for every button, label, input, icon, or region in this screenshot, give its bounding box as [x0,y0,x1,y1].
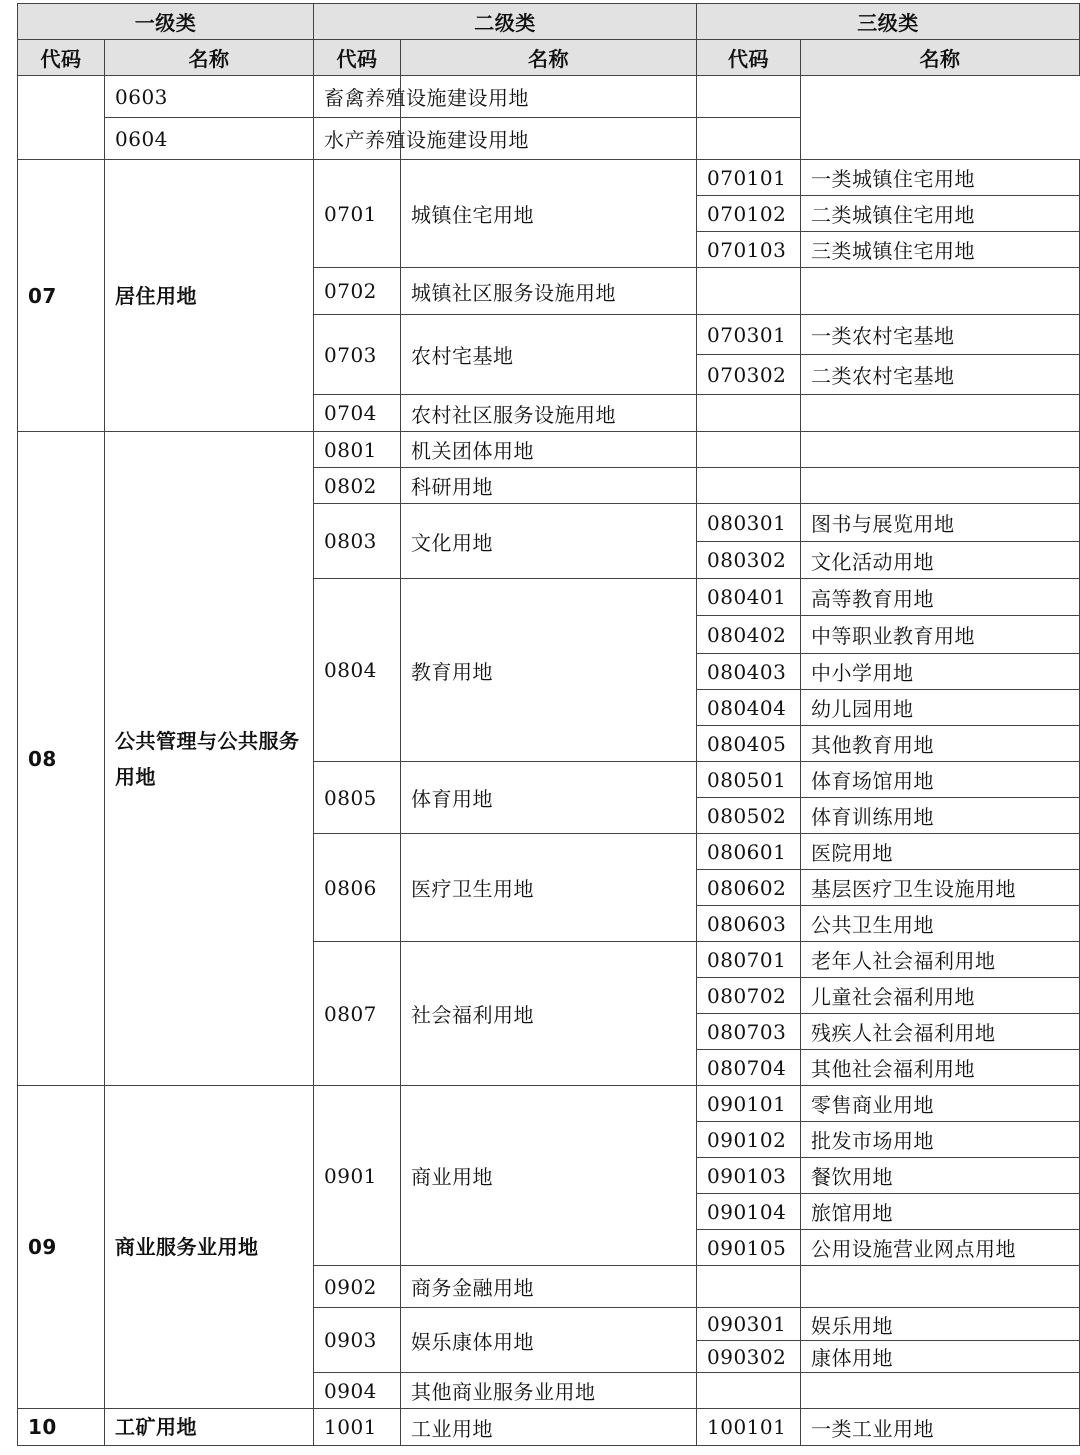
header-group-row [18,4,1080,40]
cell-level2-name: 工业用地 [401,1409,697,1446]
cell-level3-code: 070103 [697,232,801,268]
cell-level3-code: 090103 [697,1158,801,1194]
cell-level3-code: 080602 [697,870,801,906]
cell-level3-code: 080703 [697,1014,801,1050]
cell-level3-name: 幼儿园用地 [801,690,1080,726]
cell-level2-code: 0804 [314,579,401,762]
cell-level2-code: 0702 [314,268,401,315]
cell-level2-name: 城镇社区服务设施用地 [401,268,697,315]
table-row [18,1086,1080,1122]
cell-level3-code: 080502 [697,798,801,834]
cell-level2-name: 科研用地 [401,468,697,504]
cell-level3-code: 070301 [697,315,801,355]
cell-level1-code [18,76,105,160]
cell-level3-code: 090301 [697,1308,801,1341]
cell-level3-name: 公共卫生用地 [801,906,1080,942]
cell-level2-name: 体育用地 [401,762,697,834]
cell-level3-name [801,395,1080,432]
cell-level1-code: 08 [18,432,105,1086]
cell-level2-name: 娱乐康体用地 [401,1308,697,1373]
cell-level2-code: 1001 [314,1409,401,1446]
cell-level3-name: 批发市场用地 [801,1122,1080,1158]
table-row [18,432,1080,468]
cell-level2-name: 机关团体用地 [401,432,697,468]
cell-level2-name: 文化用地 [401,504,697,579]
cell-level3-name: 二类农村宅基地 [801,355,1080,395]
cell-level3-code: 080704 [697,1050,801,1086]
cell-level3-name [801,268,1080,315]
cell-level3-code: 070102 [697,196,801,232]
cell-level2-code: 0704 [314,395,401,432]
cell-level1-name: 公共管理与公共服务用地 [105,432,314,1086]
cell-level3-code [697,432,801,468]
cell-level3-name [697,118,801,160]
cell-level2-code: 0802 [314,468,401,504]
cell-level3-name: 文化活动用地 [801,542,1080,579]
cell-level2-name: 商务金融用地 [401,1266,697,1308]
cell-level3-name: 儿童社会福利用地 [801,978,1080,1014]
cell-level3-name: 体育场馆用地 [801,762,1080,798]
cell-level2-name: 商业用地 [401,1086,697,1266]
cell-level3-name: 中等职业教育用地 [801,616,1080,654]
cell-level3-code: 080401 [697,579,801,616]
cell-level3-code: 080405 [697,726,801,762]
cell-level2-code: 0902 [314,1266,401,1308]
table-row [18,76,1080,118]
cell-level1-name: 工矿用地 [105,1409,314,1446]
cell-level2-code: 0603 [105,76,314,118]
cell-level3-code: 090102 [697,1122,801,1158]
cell-level3-code: 080601 [697,834,801,870]
cell-level3-name: 一类农村宅基地 [801,315,1080,355]
header-level2: 二级类 [314,4,697,40]
cell-level3-code: 090302 [697,1341,801,1373]
cell-level2-code: 0901 [314,1086,401,1266]
cell-level3-code: 080701 [697,942,801,978]
cell-level3-name: 图书与展览用地 [801,504,1080,542]
cell-level2-code: 0803 [314,504,401,579]
cell-level2-code: 0604 [105,118,314,160]
cell-level2-name: 水产养殖设施建设用地 [314,118,401,160]
cell-level2-name: 城镇住宅用地 [401,160,697,268]
header-level3-name: 名称 [801,40,1080,76]
header-level1-name: 名称 [105,40,314,76]
cell-level1-name: 居住用地 [105,160,314,432]
cell-level2-code: 0904 [314,1373,401,1409]
cell-level3-code: 080402 [697,616,801,654]
cell-level3-name: 餐饮用地 [801,1158,1080,1194]
header-level3: 三级类 [697,4,1080,40]
cell-level3-code: 090101 [697,1086,801,1122]
table-row [18,1409,1080,1446]
cell-level2-name: 畜禽养殖设施建设用地 [314,76,401,118]
cell-level3-name: 旅馆用地 [801,1194,1080,1230]
cell-level3-name [801,432,1080,468]
cell-level2-code: 0807 [314,942,401,1086]
cell-level3-name: 医院用地 [801,834,1080,870]
table-row [18,160,1080,196]
header-sub-row [18,40,1080,76]
cell-level3-name: 其他教育用地 [801,726,1080,762]
cell-level3-code: 080302 [697,542,801,579]
cell-level3-code [697,1373,801,1409]
cell-level3-code: 080603 [697,906,801,942]
cell-level3-name: 高等教育用地 [801,579,1080,616]
header-level1: 一级类 [18,4,314,40]
cell-level3-name: 体育训练用地 [801,798,1080,834]
header-level1-code: 代码 [18,40,105,76]
cell-level3-name: 娱乐用地 [801,1308,1080,1341]
cell-level2-name: 其他商业服务业用地 [401,1373,697,1409]
cell-level3-name [697,76,801,118]
cell-level3-name: 康体用地 [801,1341,1080,1373]
cell-level3-name: 残疾人社会福利用地 [801,1014,1080,1050]
cell-level2-code: 0805 [314,762,401,834]
cell-level3-code: 080403 [697,654,801,690]
cell-level3-name [801,468,1080,504]
cell-level2-code: 0903 [314,1308,401,1373]
cell-level2-code: 0701 [314,160,401,268]
cell-level3-code [697,395,801,432]
cell-level2-code: 0801 [314,432,401,468]
header-level2-name: 名称 [401,40,697,76]
cell-level3-code: 100101 [697,1409,801,1446]
table-row [18,118,1080,160]
cell-level3-code: 070101 [697,160,801,196]
cell-level2-name: 社会福利用地 [401,942,697,1086]
cell-level3-name: 中小学用地 [801,654,1080,690]
cell-level3-code: 090104 [697,1194,801,1230]
cell-level3-name [801,1266,1080,1308]
cell-level3-code: 080702 [697,978,801,1014]
cell-level1-code: 10 [18,1409,105,1446]
cell-level2-name: 农村社区服务设施用地 [401,395,697,432]
cell-level2-code: 0703 [314,315,401,395]
header-level2-code: 代码 [314,40,401,76]
cell-level3-name [801,1373,1080,1409]
cell-level3-name: 基层医疗卫生设施用地 [801,870,1080,906]
land-use-classification-table [17,3,1080,1446]
cell-level3-code: 080501 [697,762,801,798]
cell-level2-name: 医疗卫生用地 [401,834,697,942]
cell-level3-code: 070302 [697,355,801,395]
cell-level3-code [697,468,801,504]
cell-level2-name: 农村宅基地 [401,315,697,395]
cell-level3-code [697,1266,801,1308]
cell-level3-code [697,268,801,315]
cell-level3-name: 三类城镇住宅用地 [801,232,1080,268]
header-level3-code: 代码 [697,40,801,76]
cell-level3-name: 其他社会福利用地 [801,1050,1080,1086]
cell-level3-code: 080404 [697,690,801,726]
cell-level1-code: 07 [18,160,105,432]
cell-level3-name: 老年人社会福利用地 [801,942,1080,978]
cell-level3-code: 090105 [697,1230,801,1266]
cell-level3-name: 二类城镇住宅用地 [801,196,1080,232]
cell-level1-code: 09 [18,1086,105,1409]
cell-level3-name: 公用设施营业网点用地 [801,1230,1080,1266]
cell-level1-name: 商业服务业用地 [105,1086,314,1409]
cell-level2-name: 教育用地 [401,579,697,762]
cell-level2-code: 0806 [314,834,401,942]
cell-level3-code: 080301 [697,504,801,542]
cell-level3-name: 一类城镇住宅用地 [801,160,1080,196]
cell-level3-name: 一类工业用地 [801,1409,1080,1446]
cell-level3-name: 零售商业用地 [801,1086,1080,1122]
